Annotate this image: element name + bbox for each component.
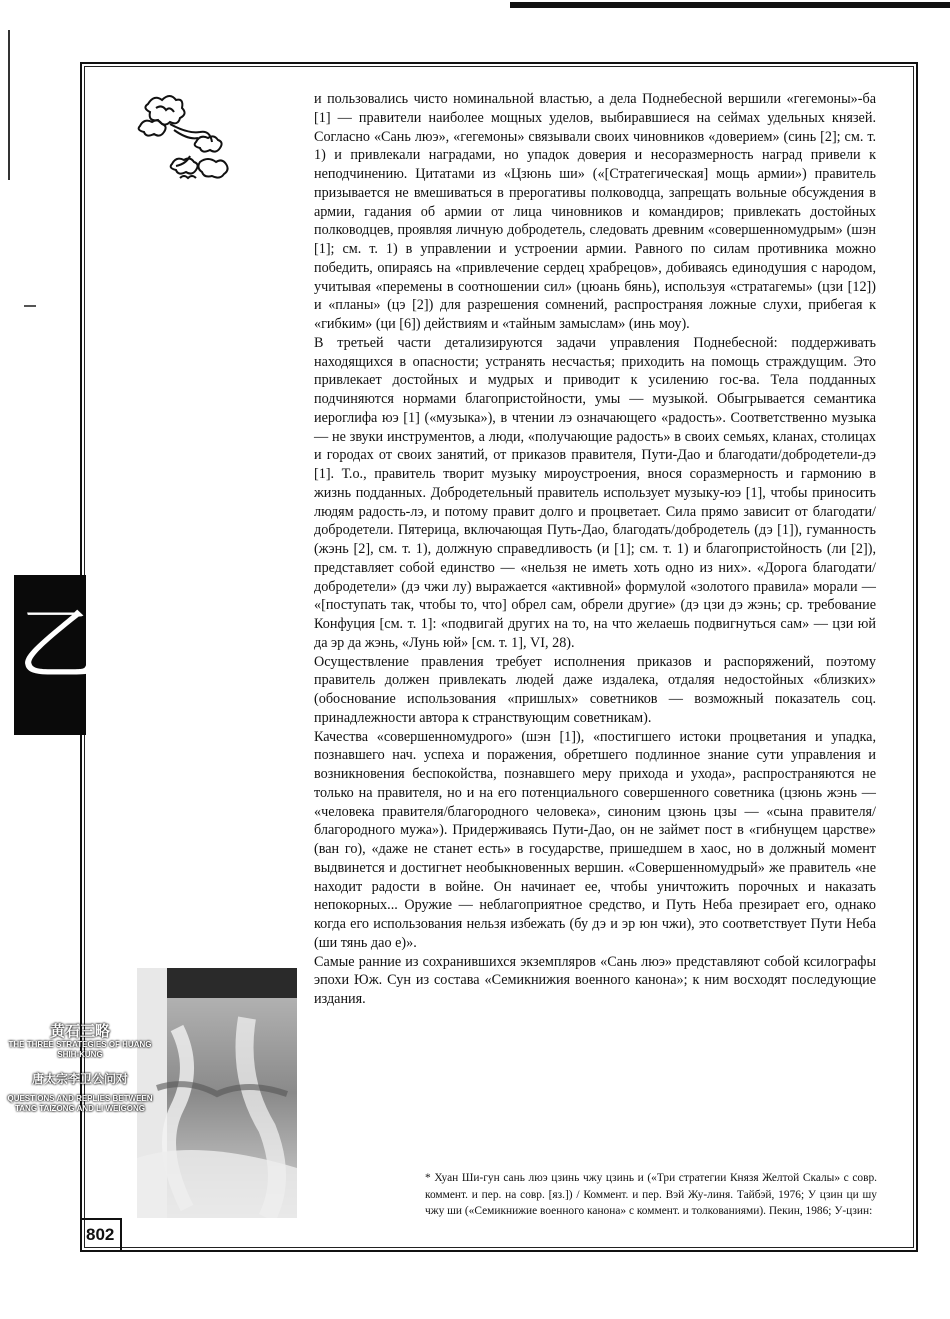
paragraph: Качества «совершенномудрого» (шэн [1]), «постигшего истоки процветания и упадка, познавшего нач. успеха и поражения, обретшего подлинное знание сути управления и возникновения беспокойства, познавшего меру прихода и ухода», распространяются не только на правителя, но и на его потенциального совершенного советника (цзюнь жэнь — «человека правителя/благородного человека», синоним цзюнь цзы — «сына правителя/благородного мужа»). Придерживаясь Пути-Дао, он не займет пост в «гибнущем царстве» (ван го), «даже не станет есть» в государстве, пришедшем в хаос, но в должный момент выдвинется и достигнет необыкновенных вершин. «Совершенномудрый» же правитель «не находит радости в войне. Он начинает ее, чтобы уничтожить порочных и наказать непокорных... Оружие — неблагоприятное средство, и Путь Неба презирает его, однако когда его использования нельзя избежать (бу дэ и эр юн чжи), это соответствует Пути Неба (ши тянь дао е)». — [314, 728, 876, 951]
margin-tick — [24, 305, 36, 307]
cover-subtitle-cn: 唐太宗李卫公问对 — [31, 1072, 128, 1086]
cover-subtitle-en: QUESTIONS AND REPLIES BETWEEN TANG TAIZONG AND LI WEIGONG — [7, 1094, 153, 1113]
paragraph: В третьей части детализируются задачи управления Поднебесной: поддерживать находящихся в опасности; устранять несчастья; приходить на помощь страждущим. Это привлекает достойных и мудрых и приводит к усилению гос-ва. Тела подданных подчиняются нормами благопристойности, умы — музыкой. Обыгрывается семантика иероглифа юэ [1] («музыка»), в чтении лэ означающего «радость». Соответственно музыка — не звуки инструментов, а люди, «получающие радость» в своих семьях, кланах, столицах и городах от своих занятий, от приказов правителя, Пути-Дао и благодати/добродетели-дэ [1]. Т.о., правитель творит музыку мироустроения, внося соразмерность и гармонию в жизнь подданных. Добродетельный правитель использует музыку-юэ [1], чтобы приносить людям радость-лэ, и потому правит долго и процветает. Сила прямо зависит от благодати/добродетели. Пятерица, включающая Путь-Дао, благодать/добродетель (дэ [1]), гуманность (жэнь [2], см. т. 1), должную справедливость (и [1]; см. т. 1) и благопристойность (ли [2]), представляет собой единство — «нельзя не иметь хоть одно из них». «Дорога благодати/добродетели» (дэ чжи лу) выражается «активной» формулой «золотого правила» морали — «[поступать так, чтобы то, что] обрел сам, обрели другие» (дэ цзи дэ жэнь; ср. требование Конфуция [см. т. 1]: «подвигай других на то, на что желаешь подвигнуться сам» — цзи юй да эр да жэнь, «Лунь юй» [см. т. 1], VI, 28). — [314, 334, 876, 651]
cover-title-cn: 黄石三略 — [49, 1023, 110, 1040]
cloud-ornament-icon — [130, 86, 240, 196]
paragraph: Осуществление правления требует исполнения приказов и распоряжений, поэтому правитель должен привлекать людей даже издалека, отдаляя недостойных «близких» (обоснование использования «пришлых» советников — возможный показатель соц. принадлежности автора к странствующим советникам). — [314, 653, 876, 726]
book-cover-image — [137, 968, 297, 1218]
top-rule — [510, 2, 950, 8]
left-margin-line — [8, 30, 10, 180]
main-text — [314, 90, 876, 1009]
footnote: * Хуан Ши-гун сань люэ цзинь чжу цзинь и («Три стратегии Князя Желтой Скалы» с совр. коммент. и пер. на совр. [яз.]) / Коммент. и пер. Вэй Жу-линя. Тайбэй, 1976; У цзин ци шу чжу ши («Семикнижие военного канона» с коммент. и толкованиями). Пекин, 1986; У-цзин: — [425, 1172, 877, 1217]
page-number: 802 — [86, 1225, 115, 1244]
paragraph: и пользовались чисто номинальной властью, а дела Поднебесной вершили «гегемоны»-ба [1] — правители наиболее мощных уделов, выбиравшиеся на сеймах удельных князей. Согласно «Сань люэ», «гегемоны» связывали своих чиновников «доверием» (синь [2]; см. т. 1) и привлекали наградами, но упадок доверия и несоразмерность наград привели к неподчинению. Цитатами из «Цзюнь ши» («[Стратегическая] мощь армии») правитель призывается не вмешиваться в прерогативы полководца, запрещать вольные обсуждения в армии, гадания об армии от лица чиновников и командиров; привлекать достойных полководцев, проявляя личную добродетель, следовать древним «совершенномудрым» (шэн [1]; см. т. 1) в управлении и устроении армии. Равного по силам противника можно победить, опираясь на «привлечение сердец храбрецов», добиваясь единодушия с народом, учитывая «перемены в соотношении сил» (цюань бянь), используя «стратагемы» (цзи [12]) и «планы» (цэ [2]) для разрешения сомнений, распространяя ложные слухи, прибегая к «гибким» (ци [6]) действиям и «тайным замыслам» (инь моу). — [314, 91, 876, 332]
section-tab-glyph: 乙 — [18, 598, 98, 691]
cover-title-en: THE THREE STRATEGIES OF HUANG SHIH-KUNG — [8, 1040, 152, 1059]
paragraph: Самые ранние из сохранившихся экземпляров «Сань люэ» представляют собой ксилографы эпохи Юж. Сун из состава «Семикнижия военного канона»; к ним восходят последующие издания. — [314, 953, 876, 1007]
